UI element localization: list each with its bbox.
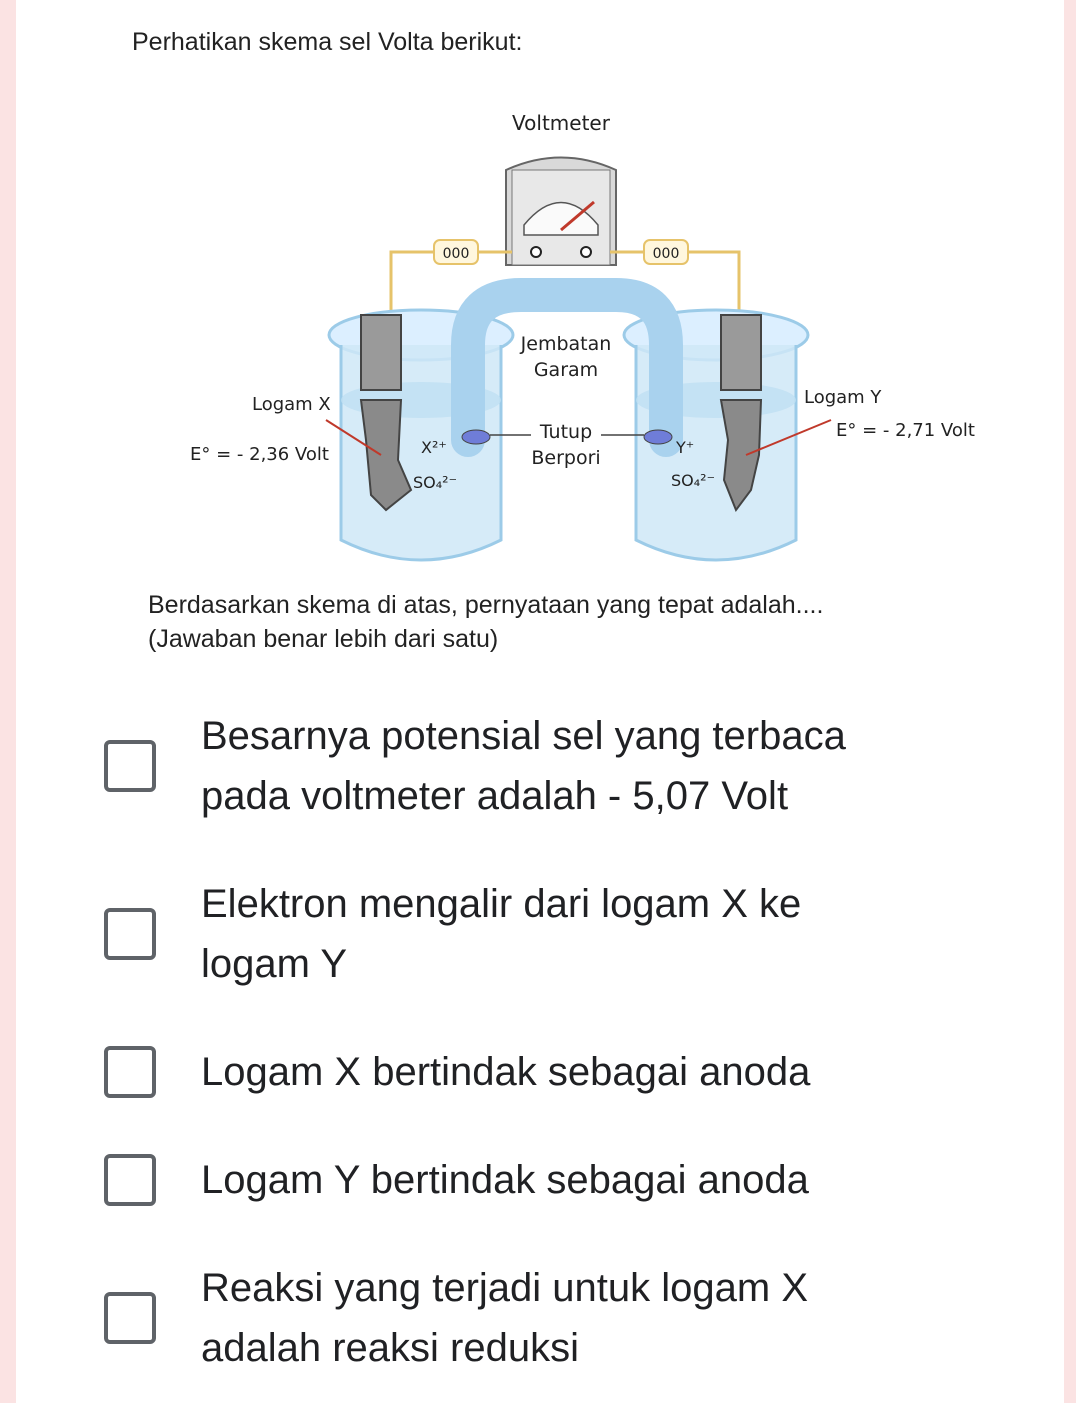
porous-cap-left (462, 430, 490, 444)
volta-cell-diagram (176, 100, 976, 580)
svg-text:000: 000 (442, 246, 470, 262)
option-label: Reaksi yang terjadi untuk logam X adalah reaksi reduksi (201, 1266, 808, 1370)
option-3[interactable] (104, 1042, 964, 1102)
resistor-coil-left (434, 240, 478, 264)
salt-bridge-label-2: Garam (533, 359, 599, 381)
option-label: Logam X bertindak sebagai anoda (201, 1050, 811, 1094)
option-4[interactable] (104, 1150, 964, 1210)
voltmeter-icon (506, 158, 616, 266)
porous-cap-right (644, 430, 672, 444)
voltmeter-label: Voltmeter (512, 111, 610, 135)
volta-cell-svg (176, 100, 976, 580)
option-2[interactable] (104, 874, 964, 994)
checkbox[interactable] (104, 1292, 156, 1344)
metal-y-label: Logam Y (804, 387, 882, 408)
checkbox[interactable] (104, 740, 156, 792)
question-title: Perhatikan skema sel Volta berikut: (132, 28, 523, 56)
resistor-coil-right (644, 240, 688, 264)
porous-cap-label: Tutup (539, 421, 593, 443)
ion-x-label: X²⁺ (421, 438, 447, 457)
ion-y-label: Y⁺ (676, 438, 695, 457)
checkbox[interactable] (104, 1154, 156, 1206)
question-prompt-line: Berdasarkan skema di atas, pernyataan yang tepat adalah.... (148, 591, 824, 619)
question-hint: (Jawaban benar lebih dari satu) (148, 625, 499, 653)
sulfate-right-label: SO₄²⁻ (671, 471, 716, 490)
porous-cap-label-2: Berpori (531, 447, 601, 469)
metal-y-potential: E° = - 2,71 Volt (836, 420, 975, 441)
option-label: Logam Y bertindak sebagai anoda (201, 1158, 809, 1202)
option-label: Elektron mengalir dari logam X ke logam Y (201, 882, 802, 986)
salt-bridge-label: Jembatan (520, 333, 612, 355)
sulfate-left-label: SO₄²⁻ (413, 473, 458, 492)
question-card (16, 0, 1064, 1403)
checkbox[interactable] (104, 1046, 156, 1098)
metal-x-potential: E° = - 2,36 Volt (190, 444, 329, 465)
option-1[interactable] (104, 706, 964, 826)
question-prompt (148, 588, 1008, 656)
option-5[interactable] (104, 1258, 964, 1378)
metal-x-label: Logam X (252, 394, 331, 415)
svg-text:000: 000 (652, 246, 680, 262)
option-label: Besarnya potensial sel yang terbaca pada voltmeter adalah - 5,07 Volt (201, 714, 846, 818)
checkbox[interactable] (104, 908, 156, 960)
